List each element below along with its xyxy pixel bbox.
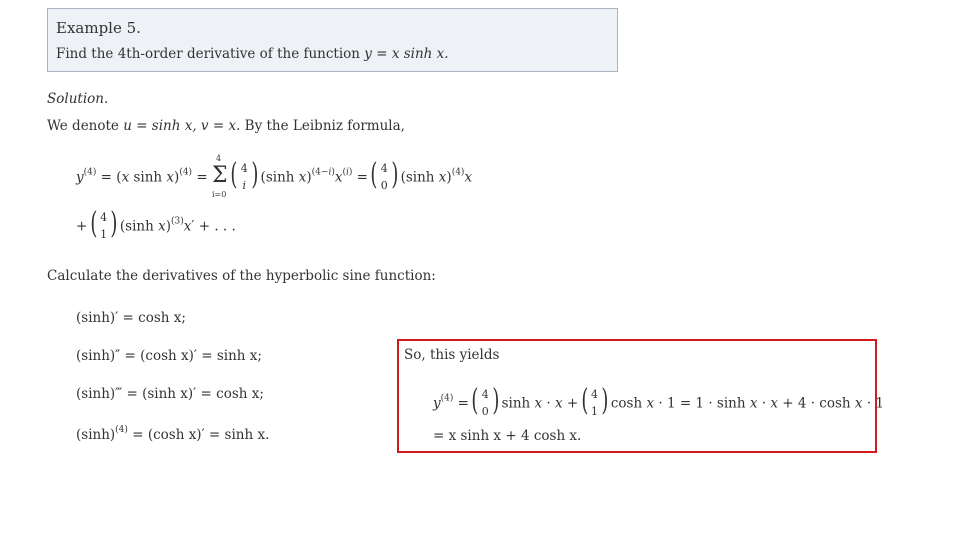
example-box <box>47 8 618 72</box>
result-binomial-4-1: ( 4 1 ) <box>580 383 609 418</box>
intro-line: We denote u = sinh x, v = x. By the Leibniz formula, <box>47 118 405 134</box>
example-task: Find the 4th-order derivative of the function y = x sinh x. <box>56 46 449 62</box>
summation-symbol: 4 Σ i=0 <box>211 154 228 199</box>
task-formula: y = x sinh x. <box>364 46 449 62</box>
result-highlight-box <box>397 339 885 453</box>
leibniz-formula-line2: + ( 4 1 ) (sinh x)$^{(3)}$x′ + . . . <box>76 210 236 244</box>
result-formula-line2: = x sinh x + 4 cosh x. <box>433 428 582 444</box>
binomial-4-0: ( 4 0 ) <box>370 157 398 192</box>
result-formula-line1: $y^{(4)}$ = ( 4 0 ) sinh x · x + ( 4 1 ) cosh x · 1 = 1 · sinh x · x + 4 · cosh x · 1 <box>433 387 884 421</box>
derivative-1: (sinh)′ = cosh x; <box>76 310 186 326</box>
result-label: So, this yields <box>404 347 500 363</box>
solution-label: Solution. <box>47 91 109 107</box>
derivative-3: (sinh)‴ = (sinh x)′ = cosh x; <box>76 386 264 402</box>
binomial-4-1: ( 4 1 ) <box>89 206 118 241</box>
example-title: Example 5. <box>56 19 141 37</box>
calc-label: Calculate the derivatives of the hyperbolic sine function: <box>47 268 436 284</box>
result-binomial-4-0: ( 4 0 ) <box>471 383 499 418</box>
derivative-4: $(\sinh)^{(4)} = (\cosh$ x)′ = sinh x. <box>76 425 270 443</box>
derivative-2: (sinh)″ = (cosh x)′ = sinh x; <box>76 348 262 364</box>
binomial-4-i: ( 4 i ) <box>230 157 258 192</box>
leibniz-formula-line1: $y^{(4)} = (x$ sinh x)$^{(4)}$ = 4 Σ i=0 ( 4 i ) (sinh $x)^{(4-i)}x^{(i)}$ = ( 4 0 ) (sinh x)$^{(4)}$x <box>76 154 473 199</box>
